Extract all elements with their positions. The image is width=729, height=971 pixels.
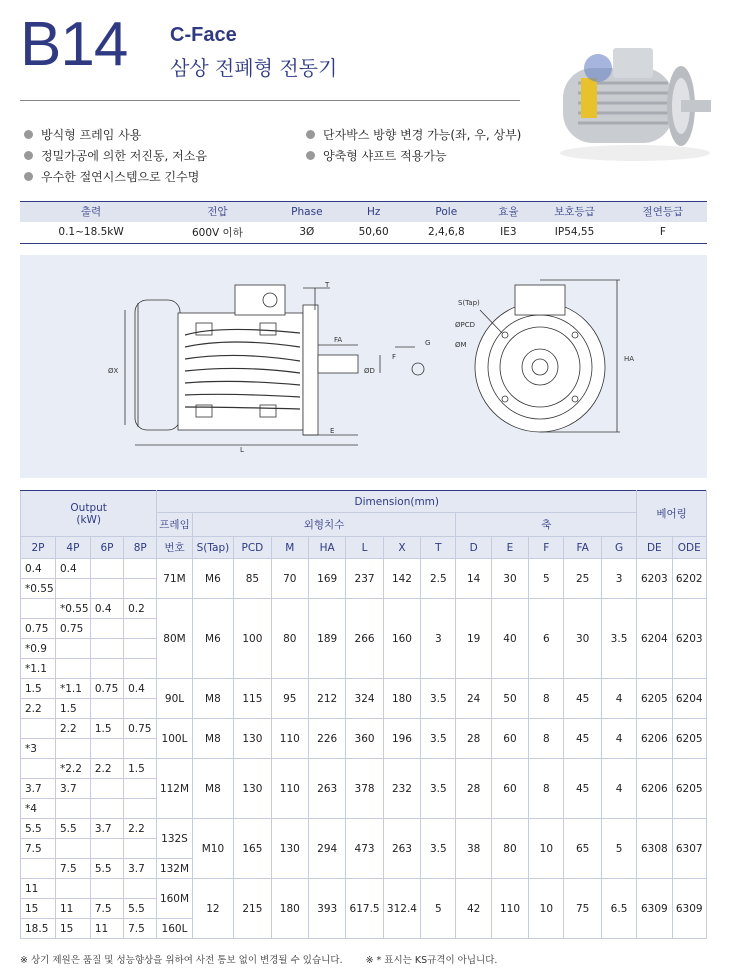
dimension-cell: 100: [234, 599, 271, 679]
dimension-cell: 617.5: [346, 879, 383, 939]
dimension-cell: 24: [456, 679, 491, 719]
dimension-cell: 85: [234, 559, 271, 599]
dimension-cell: 6205: [672, 759, 707, 819]
output-cell: 1.5: [90, 719, 123, 739]
spec-value: IE3: [486, 222, 530, 244]
column-header: 번호: [157, 537, 192, 559]
frame-header: 프레임: [157, 513, 192, 537]
frame-cell: 160L: [157, 919, 192, 939]
output-cell: [124, 699, 157, 719]
output-cell: 0.4: [124, 679, 157, 699]
frame-cell: 112M: [157, 759, 192, 819]
dimension-cell: 3.5: [421, 679, 456, 719]
table-row: [21, 559, 707, 579]
column-header: DE: [637, 537, 672, 559]
dimension-cell: 160: [383, 599, 420, 679]
label-FA: FA: [334, 336, 343, 344]
dimension-cell: 196: [383, 719, 420, 759]
output-cell: 11: [55, 899, 90, 919]
output-cell: 5.5: [90, 859, 123, 879]
output-cell: *3: [21, 739, 56, 759]
output-cell: [55, 839, 90, 859]
column-header: L: [346, 537, 383, 559]
dimension-cell: 378: [346, 759, 383, 819]
dimension-cell: 10: [529, 819, 564, 879]
dimension-cell: 30: [564, 599, 601, 679]
dimension-cell: 8: [529, 719, 564, 759]
dimension-cell: 14: [456, 559, 491, 599]
column-header: 6P: [90, 537, 123, 559]
dimension-cell: 110: [271, 759, 308, 819]
dimension-cell: 4: [601, 719, 636, 759]
output-cell: 7.5: [124, 919, 157, 939]
dimension-cell: 6307: [672, 819, 707, 879]
dimension-cell: 324: [346, 679, 383, 719]
frame-cell: 90L: [157, 679, 192, 719]
output-cell: [90, 659, 123, 679]
output-cell: *2.2: [55, 759, 90, 779]
column-header: FA: [564, 537, 601, 559]
output-cell: [90, 579, 123, 599]
table-row: [21, 819, 707, 839]
label-T: T: [325, 281, 330, 289]
dimension-cell: 6203: [637, 559, 672, 599]
output-cell: [124, 879, 157, 899]
column-header: M: [271, 537, 308, 559]
model-title: B14: [20, 10, 128, 79]
output-cell: [90, 799, 123, 819]
output-cell: *0.55: [55, 599, 90, 619]
dimension-cell: 266: [346, 599, 383, 679]
dimension-table: [20, 490, 707, 939]
output-cell: 2.2: [21, 699, 56, 719]
output-cell: *0.9: [21, 639, 56, 659]
output-cell: [124, 839, 157, 859]
outer-header: 외형치수: [192, 513, 456, 537]
column-header: S(Tap): [192, 537, 234, 559]
dimension-cell: 110: [271, 719, 308, 759]
spec-header: 출력: [20, 202, 162, 222]
label-F: F: [392, 353, 397, 361]
footnote-1: ※ 상기 제원은 품질 및 성능향상을 위하여 사전 통보 없이 변경될 수 있습니다.: [20, 955, 343, 966]
output-cell: [124, 639, 157, 659]
bullet-icon: [24, 130, 33, 139]
dimension-cell: 6206: [637, 759, 672, 819]
label-M: ØM: [455, 341, 467, 349]
spec-header: Hz: [341, 202, 406, 222]
output-cell: [124, 659, 157, 679]
dimension-cell: 10: [529, 879, 564, 939]
bullet-icon: [24, 151, 33, 160]
output-header: Output (kW): [21, 491, 157, 537]
label-X: ØX: [108, 367, 119, 375]
output-cell: 7.5: [55, 859, 90, 879]
output-cell: [90, 839, 123, 859]
table-row: [21, 879, 707, 899]
output-cell: [124, 579, 157, 599]
dimension-cell: 3: [421, 599, 456, 679]
column-header: G: [601, 537, 636, 559]
dimension-cell: 28: [456, 719, 491, 759]
output-cell: 2.2: [124, 819, 157, 839]
output-cell: 3.7: [21, 779, 56, 799]
dimension-cell: 4: [601, 759, 636, 819]
column-header: ODE: [672, 537, 707, 559]
label-L: L: [240, 446, 244, 454]
dim-header-row-3: [21, 537, 707, 559]
spec-header-row: [20, 202, 707, 222]
dimension-cell: 180: [271, 879, 308, 939]
feature-item: 우수한 절연시스템으로 긴수명: [24, 166, 207, 187]
spec-table: [20, 201, 707, 244]
column-header: E: [491, 537, 528, 559]
bearing-header: 베어링: [637, 491, 707, 537]
dimension-cell: 130: [234, 759, 271, 819]
output-cell: 15: [21, 899, 56, 919]
bullet-icon: [306, 130, 315, 139]
output-cell: 18.5: [21, 919, 56, 939]
table-row: [21, 599, 707, 619]
spec-header: 전압: [162, 202, 273, 222]
spec-header: 보호등급: [530, 202, 618, 222]
frame-cell: 132S: [157, 819, 192, 859]
spec-value: IP54,55: [530, 222, 618, 244]
dimension-cell: 6204: [637, 599, 672, 679]
output-cell: 2.2: [55, 719, 90, 739]
spec-header: 효율: [486, 202, 530, 222]
output-cell: [55, 659, 90, 679]
dimension-cell: 169: [308, 559, 345, 599]
dimension-cell: 6309: [672, 879, 707, 939]
dimension-header: Dimension(mm): [157, 491, 637, 513]
output-cell: 0.75: [21, 619, 56, 639]
output-cell: 5.5: [124, 899, 157, 919]
dimension-cell: 6203: [672, 599, 707, 679]
feature-item: 방식형 프레임 사용: [24, 124, 207, 145]
type-title: C-Face: [170, 24, 237, 46]
output-cell: [90, 739, 123, 759]
column-header: 2P: [21, 537, 56, 559]
output-cell: 1.5: [124, 759, 157, 779]
dimension-cell: 8: [529, 759, 564, 819]
output-cell: 0.4: [55, 559, 90, 579]
output-cell: [90, 639, 123, 659]
dimension-cell: 3.5: [421, 719, 456, 759]
spec-header: Pole: [406, 202, 486, 222]
frame-cell: 71M: [157, 559, 192, 599]
output-cell: [90, 879, 123, 899]
dimension-cell: M8: [192, 679, 234, 719]
dimension-cell: 19: [456, 599, 491, 679]
frame-cell: 132M: [157, 859, 192, 879]
output-cell: [55, 739, 90, 759]
feature-item: 정밀가공에 의한 저진동, 저소음: [24, 145, 207, 166]
dimension-cell: 130: [234, 719, 271, 759]
dimension-cell: 6: [529, 599, 564, 679]
front-view: [475, 280, 620, 432]
output-cell: 1.5: [55, 699, 90, 719]
motor-photo: [553, 38, 718, 163]
feature-item: 단자박스 방향 변경 가능(좌, 우, 상부): [306, 124, 521, 145]
output-cell: 3.7: [55, 779, 90, 799]
dimension-cell: 80: [271, 599, 308, 679]
footnote: [20, 952, 517, 966]
output-cell: [90, 559, 123, 579]
output-cell: 0.75: [124, 719, 157, 739]
output-cell: 0.75: [90, 679, 123, 699]
dimension-cell: 3.5: [601, 599, 636, 679]
dimension-cell: 95: [271, 679, 308, 719]
dimension-cell: 70: [271, 559, 308, 599]
output-cell: 7.5: [21, 839, 56, 859]
dimension-cell: 237: [346, 559, 383, 599]
dimension-cell: 142: [383, 559, 420, 599]
dimension-cell: 6202: [672, 559, 707, 599]
dimension-cell: M8: [192, 719, 234, 759]
dimension-cell: 115: [234, 679, 271, 719]
output-cell: *1.1: [55, 679, 90, 699]
dimension-cell: 294: [308, 819, 345, 879]
spec-value: 50,60: [341, 222, 406, 244]
feature-list-right: [306, 124, 521, 166]
column-header: PCD: [234, 537, 271, 559]
dimension-cell: 25: [564, 559, 601, 599]
column-header: T: [421, 537, 456, 559]
table-row: [21, 719, 707, 739]
dimension-cell: 212: [308, 679, 345, 719]
dimension-cell: 5: [601, 819, 636, 879]
label-HA: HA: [624, 355, 635, 363]
output-cell: [55, 879, 90, 899]
output-cell: [55, 579, 90, 599]
dimension-cell: 312.4: [383, 879, 420, 939]
dimension-cell: 6.5: [601, 879, 636, 939]
dimension-cell: 45: [564, 719, 601, 759]
frame-cell: 100L: [157, 719, 192, 759]
dimension-cell: 12: [192, 879, 234, 939]
output-cell: [124, 779, 157, 799]
label-PCD: ØPCD: [455, 321, 476, 329]
output-cell: 11: [21, 879, 56, 899]
dimension-cell: 28: [456, 759, 491, 819]
output-cell: [124, 799, 157, 819]
column-header: X: [383, 537, 420, 559]
dimension-cell: 3.5: [421, 819, 456, 879]
dimension-cell: 45: [564, 759, 601, 819]
output-cell: [21, 759, 56, 779]
dimension-cell: M6: [192, 559, 234, 599]
divider: [20, 100, 520, 101]
output-cell: 3.7: [90, 819, 123, 839]
dimension-cell: 130: [271, 819, 308, 879]
dimension-cell: 80: [491, 819, 528, 879]
dimension-cell: 75: [564, 879, 601, 939]
dimension-cell: 393: [308, 879, 345, 939]
dim-header-row-1: [21, 491, 707, 513]
output-cell: [55, 639, 90, 659]
table-row: [21, 679, 707, 699]
table-row: [21, 759, 707, 779]
frame-cell: 80M: [157, 599, 192, 679]
dimension-cell: 5: [421, 879, 456, 939]
dimension-cell: 65: [564, 819, 601, 879]
dimension-cell: 3: [601, 559, 636, 599]
output-cell: 11: [90, 919, 123, 939]
dimension-cell: 45: [564, 679, 601, 719]
output-cell: 0.75: [55, 619, 90, 639]
output-cell: 2.2: [90, 759, 123, 779]
spec-value: 3Ø: [273, 222, 341, 244]
output-cell: [90, 779, 123, 799]
label-D: ØD: [364, 367, 375, 375]
column-header: F: [529, 537, 564, 559]
dimension-cell: 5: [529, 559, 564, 599]
dimension-cell: 6205: [637, 679, 672, 719]
spec-value: F: [619, 222, 707, 244]
output-cell: [21, 719, 56, 739]
column-header: 8P: [124, 537, 157, 559]
dimension-cell: 6204: [672, 679, 707, 719]
label-S: S(Tap): [458, 299, 480, 307]
output-cell: [21, 599, 56, 619]
output-cell: 0.2: [124, 599, 157, 619]
dimension-cell: 60: [491, 719, 528, 759]
spec-value: 600V 이하: [162, 222, 273, 244]
dimension-cell: 226: [308, 719, 345, 759]
dimension-cell: 50: [491, 679, 528, 719]
dimension-cell: M8: [192, 759, 234, 819]
dimension-cell: 165: [234, 819, 271, 879]
feature-item: 양축형 샤프트 적용가능: [306, 145, 521, 166]
dimension-cell: 232: [383, 759, 420, 819]
dimension-cell: 40: [491, 599, 528, 679]
dimension-cell: 30: [491, 559, 528, 599]
dimension-cell: 189: [308, 599, 345, 679]
output-cell: [124, 739, 157, 759]
label-G: G: [425, 339, 431, 347]
output-cell: [124, 559, 157, 579]
output-cell: *1.1: [21, 659, 56, 679]
output-cell: *0.55: [21, 579, 56, 599]
dimension-cell: 263: [383, 819, 420, 879]
dimension-cell: M6: [192, 599, 234, 679]
dimension-cell: 473: [346, 819, 383, 879]
spec-value: 0.1~18.5kW: [20, 222, 162, 244]
output-cell: [90, 619, 123, 639]
dimension-cell: 8: [529, 679, 564, 719]
shaft-header: 축: [456, 513, 637, 537]
dimension-cell: 110: [491, 879, 528, 939]
bullet-icon: [306, 151, 315, 160]
output-cell: 5.5: [21, 819, 56, 839]
spec-value: 2,4,6,8: [406, 222, 486, 244]
output-cell: [21, 859, 56, 879]
dimension-cell: 60: [491, 759, 528, 819]
label-E: E: [330, 427, 335, 435]
dimension-cell: 6205: [672, 719, 707, 759]
dimension-cell: 360: [346, 719, 383, 759]
output-cell: 3.7: [124, 859, 157, 879]
dimension-cell: 6308: [637, 819, 672, 879]
bullet-icon: [24, 172, 33, 181]
output-cell: 15: [55, 919, 90, 939]
dimension-cell: 4: [601, 679, 636, 719]
output-cell: [90, 699, 123, 719]
side-view: [125, 285, 424, 445]
dimension-drawing: [20, 255, 707, 478]
dimension-cell: 180: [383, 679, 420, 719]
spec-header: 절연등급: [619, 202, 707, 222]
footnote-2: ※ * 표시는 KS규격이 아닙니다.: [365, 955, 498, 966]
dimension-cell: 42: [456, 879, 491, 939]
output-cell: 0.4: [21, 559, 56, 579]
output-cell: 1.5: [21, 679, 56, 699]
column-header: 4P: [55, 537, 90, 559]
dimension-cell: 2.5: [421, 559, 456, 599]
dimension-cell: 38: [456, 819, 491, 879]
dimension-cell: 6309: [637, 879, 672, 939]
dimension-cell: 3.5: [421, 759, 456, 819]
output-cell: 7.5: [90, 899, 123, 919]
column-header: HA: [308, 537, 345, 559]
spec-header: Phase: [273, 202, 341, 222]
subtitle: 삼상 전폐형 전동기: [170, 56, 338, 80]
output-cell: 5.5: [55, 819, 90, 839]
output-cell: 0.4: [90, 599, 123, 619]
spec-value-row: [20, 222, 707, 244]
dimension-cell: M10: [192, 819, 234, 879]
output-cell: [124, 619, 157, 639]
column-header: D: [456, 537, 491, 559]
dimension-cell: 263: [308, 759, 345, 819]
output-cell: [55, 799, 90, 819]
feature-list-left: [24, 124, 207, 187]
output-cell: *4: [21, 799, 56, 819]
dimension-cell: 6206: [637, 719, 672, 759]
dimension-cell: 215: [234, 879, 271, 939]
frame-cell: 160M: [157, 879, 192, 919]
